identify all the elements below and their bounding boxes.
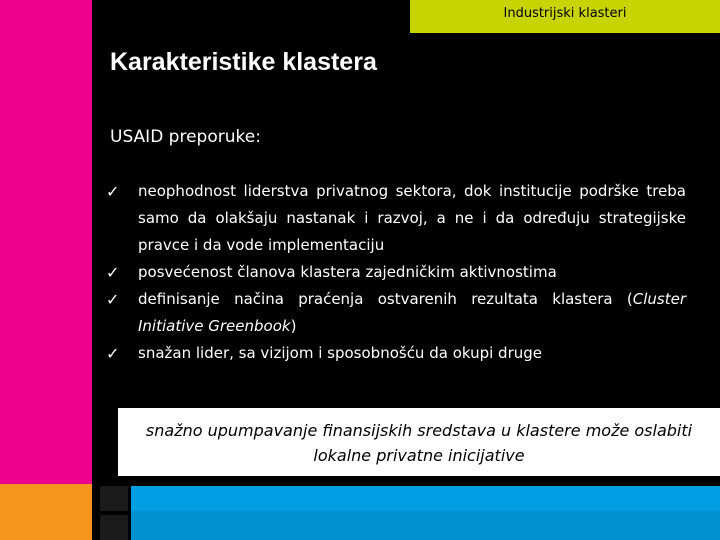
callout-box — [118, 408, 720, 476]
header-tab — [410, 0, 720, 33]
checkmark-icon: ✓ — [106, 263, 120, 282]
bullet-text: ) — [290, 317, 297, 335]
bullet-text: snažan lider, sa vizijom i sposobnošću da okupi druge — [138, 344, 543, 362]
orange-accent-block — [0, 484, 92, 540]
left-accent-strip — [0, 0, 92, 540]
slide-title: Karakteristike klastera — [110, 48, 377, 76]
bullet-text-italic: Cluster Initiative Greenbook — [138, 290, 686, 335]
bullet-text: neophodnost liderstva privatnog sektora, dok institucije podrške treba samo da olakšaju nastanak i razvoj, a ne i da određuju strategijske pravce i da vode implementaciju — [138, 182, 686, 254]
bullet-item — [106, 340, 686, 367]
bullet-item — [106, 178, 686, 259]
footer-blue-box — [131, 486, 720, 540]
bullet-text: definisanje načina praćenja ostvarenih rezultata klastera ( — [138, 290, 633, 308]
bullet-text: posvećenost članova klastera zajedničkim aktivnostima — [138, 263, 557, 281]
bullet-item — [106, 259, 686, 286]
checkmark-icon: ✓ — [106, 290, 120, 309]
header-tab-label: Industrijski klasteri — [503, 6, 627, 21]
bullet-item — [106, 286, 686, 340]
footer-dark-blocks — [100, 486, 128, 540]
callout-text: snažno upumpavanje finansijskih sredstava u klastere može oslabiti lokalne privatne inicijative — [145, 421, 693, 465]
footer-blue-inner — [131, 511, 720, 540]
slide-subtitle: USAID preporuke: — [110, 127, 261, 147]
footer-dark-block — [100, 486, 128, 511]
footer-dark-block — [100, 515, 128, 540]
checkmark-icon: ✓ — [106, 182, 120, 201]
bullet-list — [106, 178, 686, 367]
checkmark-icon: ✓ — [106, 344, 120, 363]
